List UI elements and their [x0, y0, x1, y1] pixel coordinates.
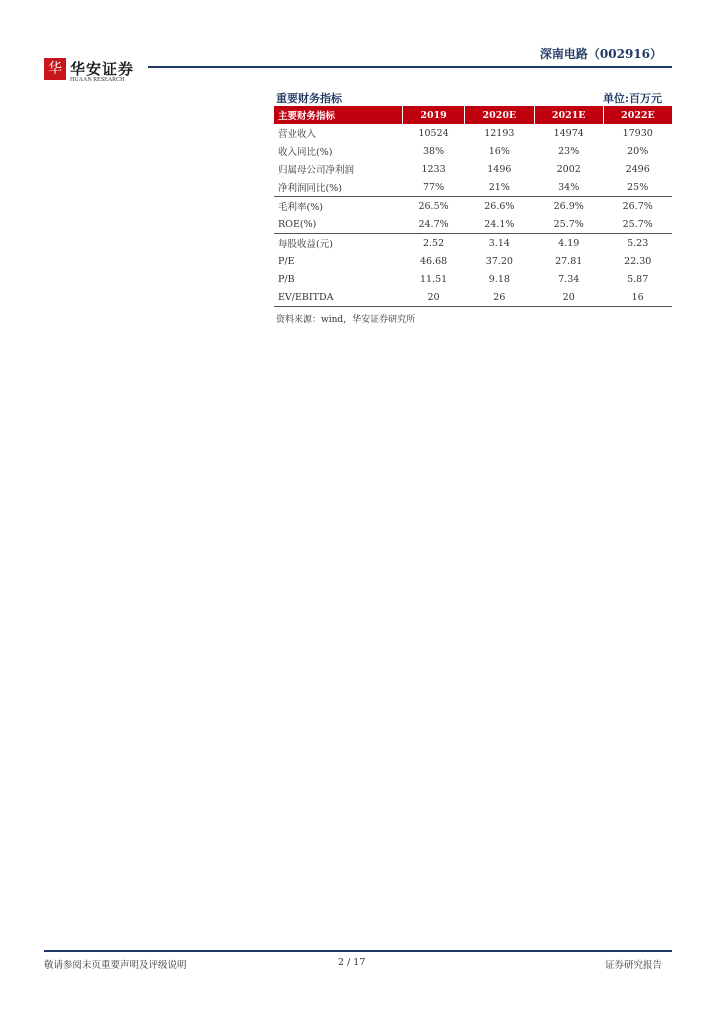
table-row — [274, 197, 672, 216]
cell-value: 26 — [465, 288, 534, 307]
cell-value: 2.52 — [403, 234, 465, 253]
cell-value: 22.30 — [624, 255, 652, 267]
row-label: 归属母公司净利润 — [278, 165, 355, 176]
table-row — [274, 234, 672, 253]
cell-value: 1496 — [487, 163, 512, 175]
cell-value: 37.20 — [485, 255, 513, 267]
cell-value: 26.6% — [465, 197, 534, 216]
header-cell-2020e: 2020E — [465, 106, 534, 124]
table-row — [274, 124, 672, 142]
header-cell-2021e: 2021E — [534, 106, 603, 124]
table-row — [274, 252, 672, 270]
footer-divider — [44, 950, 672, 952]
cell-value: 7.34 — [558, 273, 580, 285]
row-label: P/B — [278, 273, 295, 285]
page-number: 2 / 17 — [338, 957, 366, 968]
table-unit: 单位:百万元 — [602, 92, 662, 105]
row-label: 毛利率(%) — [274, 197, 403, 216]
header-divider — [148, 66, 672, 68]
cell-value: 24.1% — [484, 218, 515, 230]
row-label: 净利润同比(%) — [278, 183, 342, 194]
row-label: 每股收益(元) — [274, 234, 403, 253]
table-row — [274, 142, 672, 160]
cell-value: 1233 — [421, 163, 446, 175]
source-note: 资料来源：wind，华安证券研究所 — [276, 315, 416, 325]
cell-value: 46.68 — [419, 255, 448, 267]
cell-value: 25% — [627, 181, 649, 193]
cell-value: 14974 — [553, 127, 584, 139]
header-cell-2019: 2019 — [403, 106, 465, 124]
cell-value: 5.23 — [603, 234, 672, 253]
cell-value: 27.81 — [555, 255, 583, 267]
cell-value: 12193 — [484, 127, 515, 139]
cell-value: 23% — [558, 145, 580, 157]
row-label: 营业收入 — [278, 129, 317, 140]
cell-value: 77% — [423, 181, 445, 193]
row-label: ROE(%) — [278, 218, 317, 230]
table-row — [274, 270, 672, 288]
report-title: 深南电路（002916） — [539, 47, 662, 61]
cell-value: 21% — [488, 181, 510, 193]
cell-value: 26.9% — [534, 197, 603, 216]
table-header-row — [274, 106, 672, 124]
cell-value: 34% — [558, 181, 580, 193]
table-row — [274, 288, 672, 307]
cell-value: 25.7% — [553, 218, 584, 230]
cell-value: 20 — [534, 288, 603, 307]
cell-value: 25.7% — [622, 218, 653, 230]
cell-value: 4.19 — [534, 234, 603, 253]
cell-value: 16% — [488, 145, 510, 157]
logo-text-cn: 华安证券 — [70, 60, 135, 78]
cell-value: 20 — [403, 288, 465, 307]
table-row — [274, 160, 672, 178]
cell-value: 5.87 — [627, 273, 649, 285]
footer-disclaimer: 敬请参阅末页重要声明及评级说明 — [44, 960, 187, 971]
cell-value: 2002 — [556, 163, 581, 175]
financial-indicators-table — [274, 106, 672, 307]
company-logo — [44, 58, 144, 88]
cell-value: 20% — [627, 145, 649, 157]
row-label: EV/EBITDA — [274, 288, 403, 307]
header-cell-indicator: 主要财务指标 — [274, 106, 403, 124]
cell-value: 26.5% — [403, 197, 465, 216]
cell-value: 17930 — [622, 127, 653, 139]
table-row — [274, 178, 672, 197]
table-title: 重要财务指标 — [276, 92, 342, 105]
cell-value: 26.7% — [603, 197, 672, 216]
cell-value: 9.18 — [488, 273, 510, 285]
cell-value: 3.14 — [465, 234, 534, 253]
table-row — [274, 215, 672, 234]
row-label: P/E — [278, 255, 295, 267]
header-cell-2022e: 2022E — [603, 106, 672, 124]
row-label: 收入同比(%) — [278, 147, 333, 158]
footer-report-type: 证券研究报告 — [604, 960, 662, 971]
cell-value: 16 — [603, 288, 672, 307]
cell-value: 38% — [423, 145, 445, 157]
logo-text-en: HUAAN RESEARCH — [70, 77, 125, 83]
cell-value: 24.7% — [418, 218, 449, 230]
logo-mark: 华 — [44, 58, 66, 80]
cell-value: 2496 — [625, 163, 650, 175]
cell-value: 10524 — [418, 127, 449, 139]
cell-value: 11.51 — [419, 273, 448, 285]
